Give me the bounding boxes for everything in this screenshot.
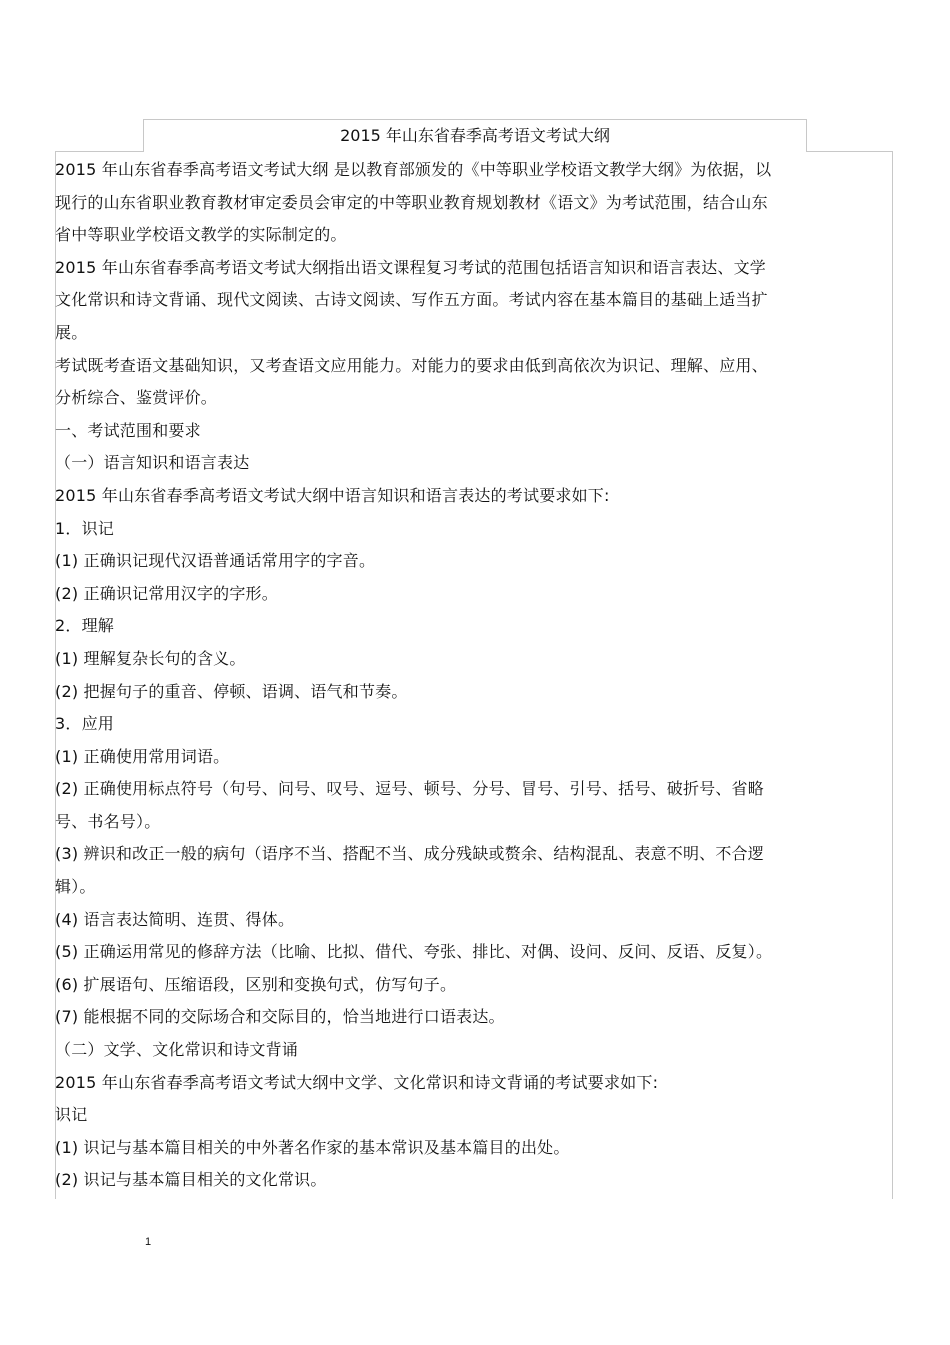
list-item: (2) 正确使用标点符号（句号、问号、叹号、逗号、顿号、分号、冒号、引号、括号、破折号、省略 [55,779,764,799]
page-number: 1 [145,1236,152,1248]
list-item: (1) 理解复杂长句的含义。 [55,648,246,668]
text-line: 2015 年山东省春季高考语文考试大纲中文学、文化常识和诗文背诵的考试要求如下: [55,1072,659,1092]
subsection-heading: （二）文学、文化常识和诗文背诵 [55,1040,299,1060]
list-item: (3) 辨识和改正一般的病句（语序不当、搭配不当、成分残缺或赘余、结构混乱、表意不明、不合逻 [55,844,764,864]
text-line: 文化常识和诗文背诵、现代文阅读、古诗文阅读、写作五方面。考试内容在基本篇目的基础上适当扩 [55,290,768,310]
text-line: 分析综合、鉴赏评价。 [55,388,218,408]
document-title: 2015 年山东省春季高考语文考试大纲 [143,119,807,152]
text-line: 2015 年山东省春季高考语文考试大纲指出语文课程复习考试的范围包括语言知识和语言表达、文学 [55,257,767,277]
list-item: (2) 识记与基本篇目相关的文化常识。 [55,1170,327,1190]
list-heading: 3．应用 [55,714,114,734]
text-line: 省中等职业学校语文教学的实际制定的。 [55,225,347,245]
document-body [55,154,875,1197]
list-item: (2) 把握句子的重音、停顿、语调、语气和节奏。 [55,681,408,701]
frame-divider-left [55,151,144,152]
text-line: 现行的山东省职业教育教材审定委员会审定的中等职业教育规划教材《语文》为考试范围，结合山东 [55,192,768,212]
list-heading: 识记 [55,1105,88,1125]
list-item: (2) 正确识记常用汉字的字形。 [55,583,278,603]
subsection-heading: （一）语言知识和语言表达 [55,453,250,473]
frame-divider-right [806,151,893,152]
list-item: (1) 识记与基本篇目相关的中外著名作家的基本常识及基本篇目的出处。 [55,1137,570,1157]
list-item: (5) 正确运用常见的修辞方法（比喻、比拟、借代、夸张、排比、对偶、设问、反问、反语、反复）。 [55,942,773,962]
list-heading: 1．识记 [55,518,114,538]
list-item: (1) 正确使用常用词语。 [55,746,230,766]
section-heading: 一、考试范围和要求 [55,420,201,440]
list-heading: 2．理解 [55,616,114,636]
list-item: (7) 能根据不同的交际场合和交际目的，恰当地进行口语表达。 [55,1007,505,1027]
list-item-continuation: 辑）。 [55,877,96,897]
frame-right-border [892,151,893,1199]
text-line: 展。 [55,322,88,342]
list-item: (6) 扩展语句、压缩语段，区别和变换句式，仿写句子。 [55,974,457,994]
list-item: (4) 语言表达简明、连贯、得体。 [55,909,295,929]
text-line: 2015 年山东省春季高考语文考试大纲中语言知识和语言表达的考试要求如下: [55,485,610,505]
text-line: 考试既考查语文基础知识，又考查语文应用能力。对能力的要求由低到高依次为识记、理解、应用、 [55,355,768,375]
text-line: 2015 年山东省春季高考语文考试大纲 是以教育部颁发的《中等职业学校语文教学大纲》为依据，以 [55,160,772,179]
list-item-continuation: 号、书名号）。 [55,811,161,831]
list-item: (1) 正确识记现代汉语普通话常用字的字音。 [55,551,376,571]
